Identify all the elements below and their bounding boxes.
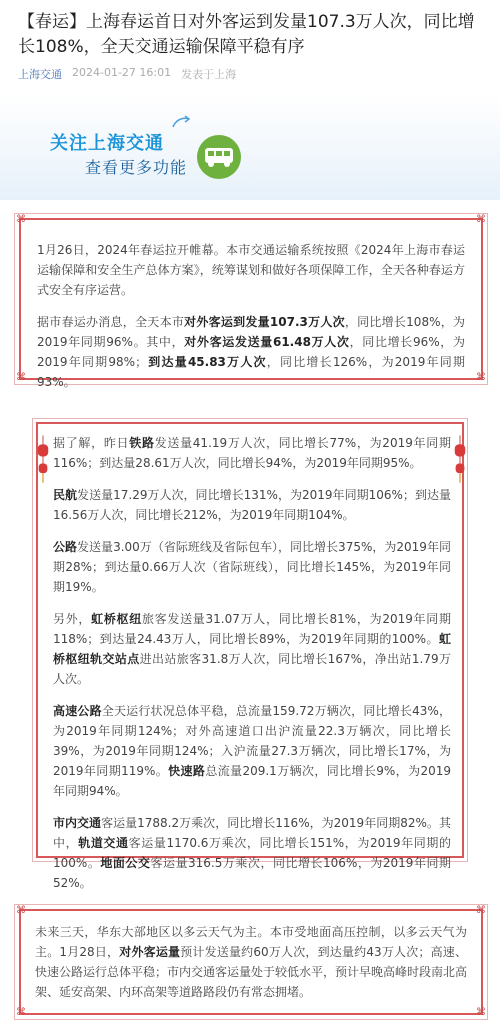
corner-ornament: ⌘ [476,1007,486,1018]
corner-ornament: ⌘ [476,214,486,225]
bus-icon [195,133,243,181]
corner-ornament: ⌘ [476,905,486,916]
lantern-icon [453,432,467,488]
corner-ornament: ⌘ [16,1007,26,1018]
publish-datetime: 2024-01-27 16:01 [72,66,172,79]
banner-follow-text: 关注上海交通 [50,133,164,154]
corner-ornament: ⌘ [16,905,26,916]
corner-ornament: ⌘ [16,214,26,225]
follow-banner[interactable] [0,95,500,200]
highlight-total: 对外客运到发量107.3万人次 [184,315,345,329]
highlight-arrivals: 到达量45.83万人次 [147,355,267,369]
highway-paragraph: 高速公路全天运行状况总体平稳，总流量159.72万辆次，同比增长43%，为2019年同期124%；对外高速道口出沪流量22.3万辆次，同比增长39%，为2019年同期124%；入沪流量27.3万辆次，同比增长17%，为2019年同期119%。快速路总流量209.1万辆次，同比增长9%，为2019年同期94%。 [53,704,451,798]
intro-paragraph: 1月26日，2024年春运拉开帷幕。本市交通运输系统按照《2024年上海市春运运输保障和安全生产总体方案》，统筹谋划和做好各项保障工作，全天各种春运方式安全有序运营。 [37,243,465,297]
hongqiao-paragraph: 另外，虹桥枢纽旅客发送量31.07万人，同比增长81%，为2019年同期118%；到达量24.43万人，同比增长89%，为2019年同期的100%。虹桥枢纽轨交站点进出站旅客31.8万人次，同比增长167%，净出站1.79万人次。 [53,612,451,686]
forecast-frame [14,904,488,1020]
details-frame [32,418,468,890]
intro-frame [14,213,488,389]
publish-location: 发表于上海 [181,68,237,81]
article-title: 【春运】上海春运首日对外客运到发量107.3万人次，同比增长108%，全天交通运输保障平稳有序 [18,12,475,57]
highlight-departures: 对外客运发送量61.48万人次 [184,335,350,349]
lantern-icon [36,432,50,488]
forecast-paragraph: 未来三天，华东大部地区以多云天气为主。本市受地面高压控制，以多云天气为主。1月28日，对外客运量预计发送量约60万人次，到达量约43万人次；高速、快速公路运行总体平稳；市内交通客运量处于较低水平，预计早晚高峰时段南北高架、延安高架、内环高架等道路路段仍有常态拥堵。 [35,925,468,999]
summary-paragraph: 据市春运办消息，全天本市对外客运到发量107.3万人次，同比增长108%，为2019年同期96%。其中，对外客运发送量61.48万人次，同比增长96%，为2019年同期98%；到达量45.83万人次，同比增长126%，为2019年同期93%。 [37,315,465,389]
road-paragraph: 公路发送量3.00万（省际班线及省际包车），同比增长375%，为2019年同期28%；到达量0.66万人次（省际班线），同比增长145%，为2019年同期19%。 [53,540,451,594]
corner-ornament: ⌘ [476,372,486,383]
air-paragraph: 民航发送量17.29万人次，同比增长131%，为2019年同期106%；到达量16.56万人次，同比增长212%，为2019年同期104%。 [53,488,451,522]
rail-paragraph: 据了解，昨日铁路发送量41.19万人次，同比增长77%，为2019年同期116%；到达量28.61万人次，同比增长94%，为2019年同期95%。 [53,436,451,470]
corner-ornament: ⌘ [16,372,26,383]
article-meta [18,66,236,82]
banner-more-text: 查看更多功能 [85,158,188,177]
city-transit-paragraph: 市内交通客运量1788.2万乘次，同比增长116%，为2019年同期82%。其中，轨道交通客运量1170.6万乘次，同比增长151%，为2019年同期的100%。地面公交客运量316.5万乘次，同比增长106%，为2019年同期52%。 [53,816,452,890]
source-link[interactable]: 上海交通 [18,68,62,81]
paper-plane-icon [170,113,192,135]
